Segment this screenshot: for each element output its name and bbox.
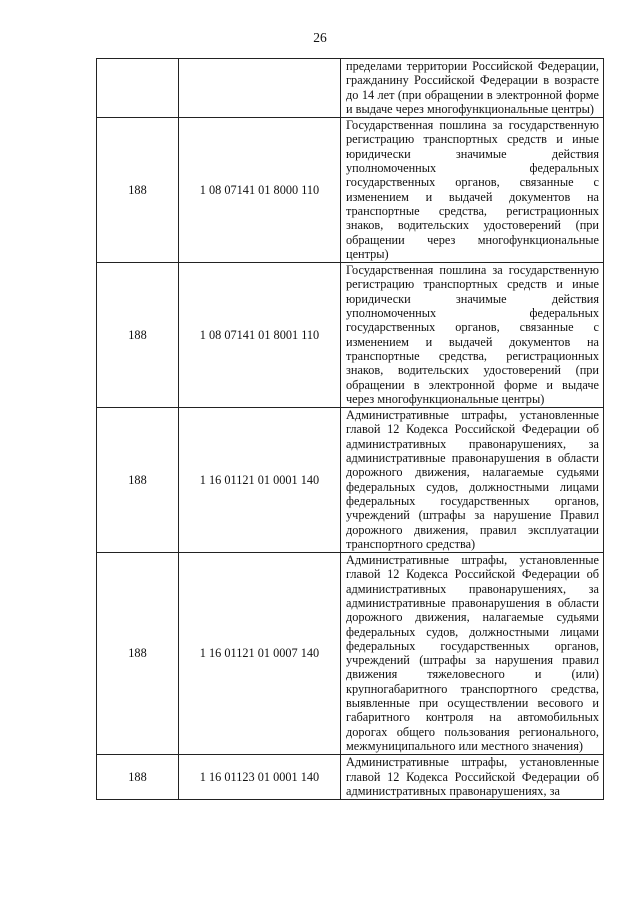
admin-code-cell: 188 (97, 263, 179, 408)
description-cell (341, 263, 604, 408)
kbk-code-cell: 1 16 01121 01 0001 140 (179, 408, 341, 553)
admin-code-cell (97, 59, 179, 118)
budget-classification-table (96, 58, 604, 800)
kbk-code-cell (179, 59, 341, 118)
table-row (97, 553, 604, 755)
page-number: 26 (313, 30, 327, 45)
description-text: Государственная пошлина за государственную регистрацию транспортных средств и иные юридически значимые действия уполномоченных федеральных государственных органов, связанные с изменением и выдачей документов на транспортные средства, регистрационных знаков, водительских удостоверений (при обращении через многофункциональные центры) (346, 118, 599, 261)
description-cell (341, 408, 604, 553)
admin-code-cell: 188 (97, 755, 179, 800)
description-cell (341, 59, 604, 118)
admin-code-cell: 188 (97, 118, 179, 263)
description-cell (341, 553, 604, 755)
admin-code-cell: 188 (97, 408, 179, 553)
description-text: Государственная пошлина за государственную регистрацию транспортных средств и иные юридически значимые действия уполномоченных федеральных государственных органов, связанные с изменением и выдачей документов на транспортные средства, регистрационных знаков, водительских удостоверений (при обращении в электронной форме и выдаче через многофункциональные центры) (346, 263, 599, 406)
description-cell (341, 755, 604, 800)
table-row (97, 118, 604, 263)
table-row (97, 263, 604, 408)
kbk-code-cell: 1 08 07141 01 8001 110 (179, 263, 341, 408)
kbk-code-cell: 1 16 01121 01 0007 140 (179, 553, 341, 755)
description-text: Административные штрафы, установленные главой 12 Кодекса Российской Федерации об административных правонарушениях, за административные правонарушения в области дорожного движения, налагаемые судьями федеральных судов, должностными лицами федеральных государственных органов, учреждений (штрафы за нарушения правил движения тяжеловесного и (или) крупногабаритного транспортного средства, выявленные при осуществлении весового и габаритного контроля на автомобильных дорогах общего пользования регионального, межмуниципального или местного значения) (346, 553, 599, 753)
kbk-code-cell: 1 16 01123 01 0001 140 (179, 755, 341, 800)
kbk-code-cell: 1 08 07141 01 8000 110 (179, 118, 341, 263)
description-text: Административные штрафы, установленные главой 12 Кодекса Российской Федерации об административных правонарушениях, за (346, 755, 599, 798)
description-text: Административные штрафы, установленные главой 12 Кодекса Российской Федерации об административных правонарушениях, за административные правонарушения в области дорожного движения, налагаемые судьями федеральных судов, должностными лицами федеральных государственных органов, учреждений (штрафы за нарушение Правил дорожного движения, правил эксплуатации транспортного средства) (346, 408, 599, 551)
admin-code-cell: 188 (97, 553, 179, 755)
description-cell (341, 118, 604, 263)
table-row (97, 59, 604, 118)
table-row (97, 408, 604, 553)
table-row (97, 755, 604, 800)
description-text: пределами территории Российской Федерации, гражданину Российской Федерации в возрасте до 14 лет (при обращении в электронной форме и выдаче через многофункциональные центры) (346, 59, 599, 116)
